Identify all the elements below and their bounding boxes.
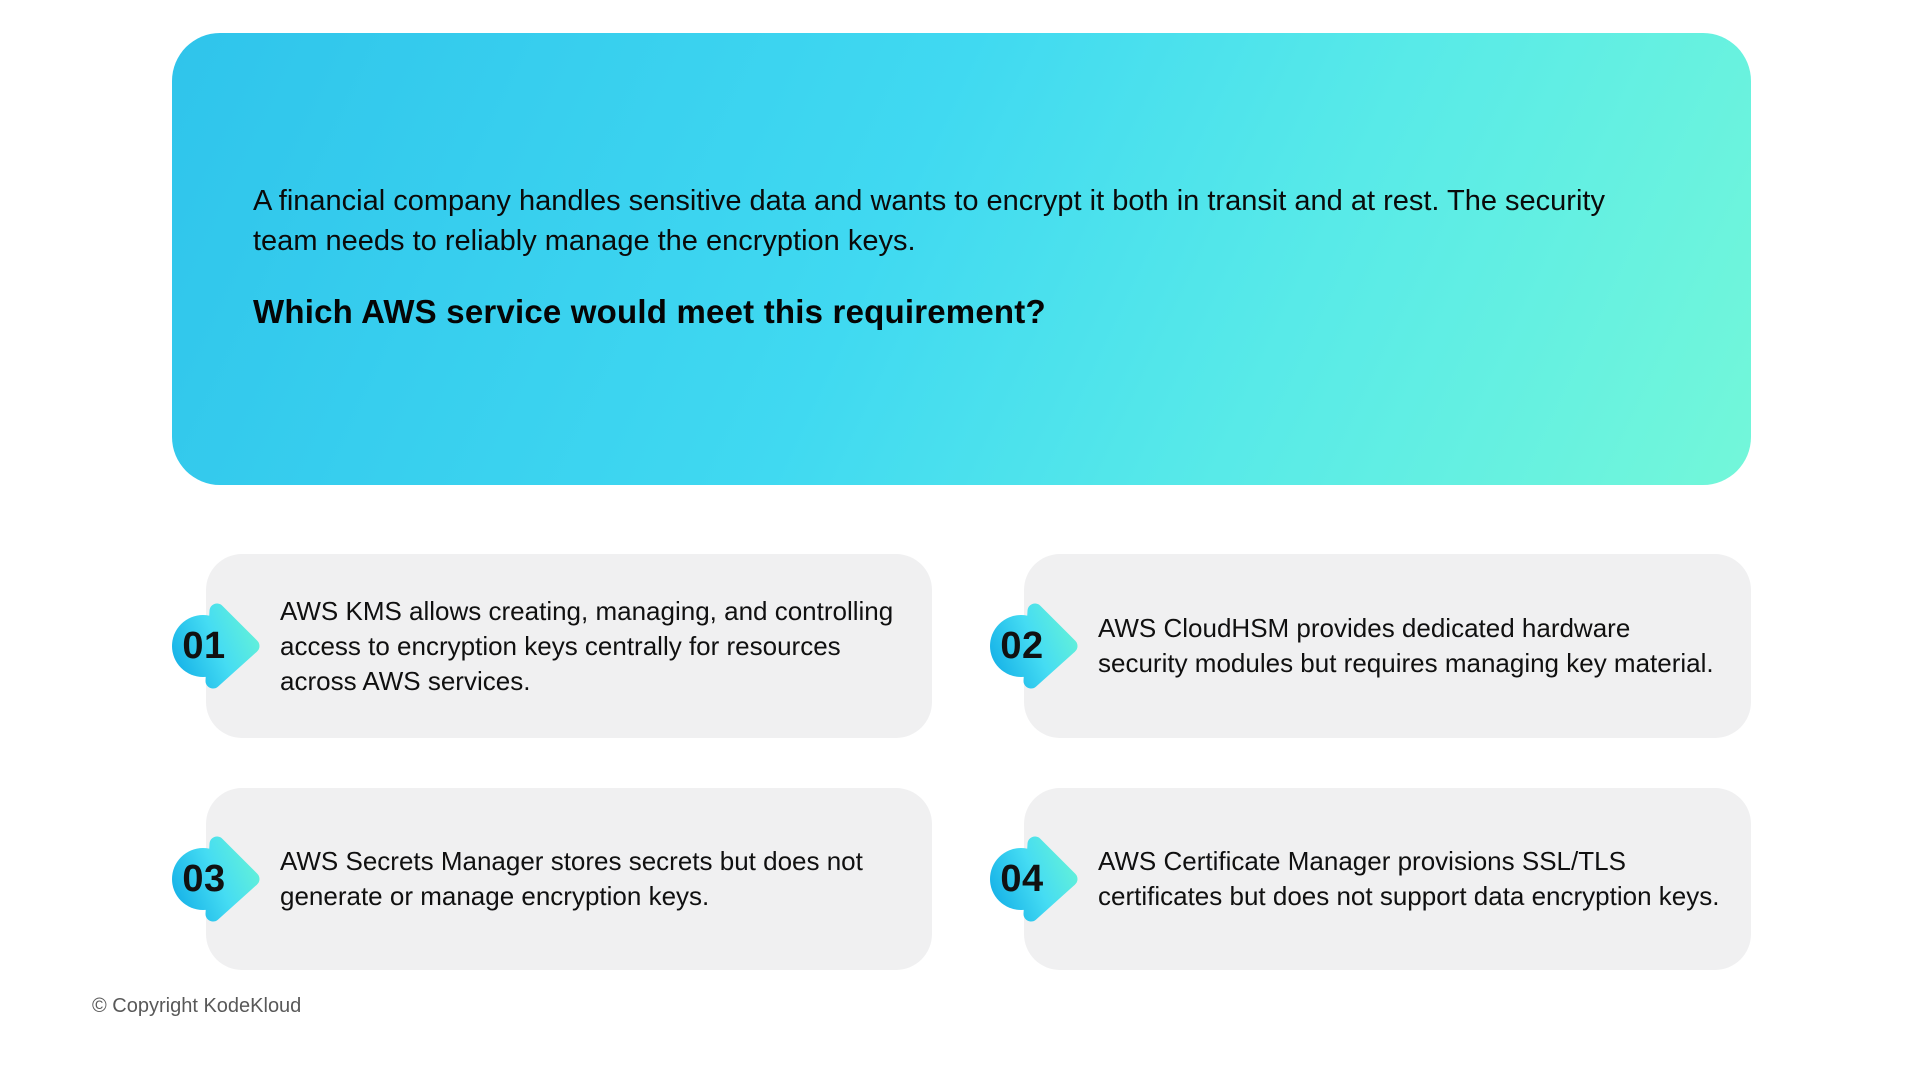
- option-number: 03: [182, 857, 226, 900]
- option-text: AWS Secrets Manager stores secrets but does not generate or manage encryption keys.: [280, 846, 863, 911]
- option-number: 04: [1000, 857, 1044, 900]
- option-text: AWS Certificate Manager provisions SSL/TLS certificates but does not support data encryption keys.: [1098, 846, 1720, 911]
- option-card-3[interactable]: [182, 788, 932, 970]
- option-1-number-badge: [172, 594, 260, 698]
- question-prompt: Which AWS service would meet this requirement?: [253, 293, 1046, 330]
- question-scenario: A financial company handles sensitive data and wants to encrypt it both in transit and at rest. The security team needs to reliably manage the encryption keys.: [253, 185, 1605, 257]
- option-card-1[interactable]: [182, 554, 932, 738]
- option-card-4[interactable]: [1000, 788, 1751, 970]
- option-text: AWS KMS allows creating, managing, and controlling access to encryption keys centrally for resources across AWS services.: [280, 595, 894, 696]
- question-card: [172, 33, 1751, 485]
- copyright-text: © Copyright KodeKloud: [92, 995, 302, 1017]
- option-4-number-badge: [990, 827, 1078, 931]
- option-text: AWS CloudHSM provides dedicated hardware security modules but requires managing key material.: [1098, 613, 1714, 678]
- option-2-number-badge: [990, 594, 1078, 698]
- option-card-2[interactable]: [1000, 554, 1751, 738]
- option-number: 02: [1000, 624, 1044, 667]
- option-3-number-badge: [172, 827, 260, 931]
- option-number: 01: [182, 624, 226, 667]
